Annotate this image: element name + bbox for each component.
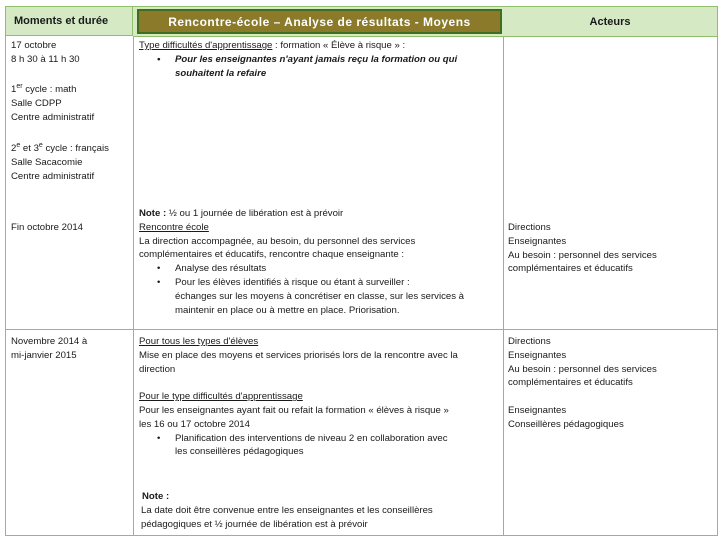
acteur2-besoin-cont: complémentaires et éducatifs bbox=[508, 377, 633, 389]
cycle3-number: et 3 bbox=[20, 142, 39, 154]
bullet-planification-cont: les conseillères pédagogiques bbox=[175, 446, 304, 458]
row2-end: mi-janvier 2015 bbox=[11, 349, 77, 361]
difficultes-p1-cont: les 16 ou 17 octobre 2014 bbox=[139, 418, 250, 430]
note-line bbox=[139, 207, 464, 221]
acteur2-enseignantes: Enseignantes bbox=[508, 349, 567, 361]
cycle3-sup: e bbox=[38, 141, 43, 149]
acteur2-besoin: Au besoin : personnel des services bbox=[508, 363, 657, 375]
row1-room2: Salle Sacacomie bbox=[11, 156, 83, 168]
row1-content-bottom bbox=[139, 207, 464, 317]
bullet-analyse: • Analyse des résultats bbox=[139, 262, 464, 276]
rencontre-ecole-heading: Rencontre école bbox=[139, 221, 209, 233]
type-rest: : formation « Élève à risque » : bbox=[272, 40, 406, 51]
cycle2-sup: e bbox=[16, 141, 21, 149]
row1-place1: Centre administratif bbox=[11, 112, 95, 124]
rencontre-p1-cont: complémentaires et éducatifs, rencontre chaque enseignante : bbox=[139, 249, 405, 261]
acteur-directions: Directions bbox=[508, 222, 551, 233]
row2-content bbox=[139, 335, 458, 459]
row2-note-label: Note : bbox=[142, 491, 170, 502]
row1-moments bbox=[11, 39, 109, 183]
bullet-eleves-cont2: maintenir en place ou à mettre en place. Priorisation. bbox=[175, 304, 400, 316]
column-divider-1 bbox=[133, 36, 134, 535]
acteur-besoin: Au besoin : personnel des services bbox=[508, 249, 657, 261]
row2-note bbox=[141, 490, 433, 531]
header-moments-label: Moments et durée bbox=[14, 15, 109, 27]
row1-date: 17 octobre bbox=[11, 40, 57, 51]
row1-time: 8 h 30 à 11 h 30 bbox=[11, 53, 80, 65]
note-text: ½ ou 1 journée de libération est à prévoir bbox=[166, 208, 344, 219]
cycle1-sup: er bbox=[16, 83, 23, 91]
bullet-planification: • Planification des interventions de niveau 2 en collaboration avec bbox=[139, 432, 458, 446]
page-title bbox=[137, 9, 502, 34]
row1-cycle23 bbox=[11, 139, 109, 156]
row2-note-l2: pédagogiques et ½ journée de libération est à prévoir bbox=[141, 518, 368, 530]
row2-start: Novembre 2014 à bbox=[11, 336, 88, 347]
bullet-formation-cont: souhaitent la refaire bbox=[175, 67, 267, 79]
difficultes-heading: Pour le type difficultés d'apprentissage bbox=[139, 391, 303, 403]
cycle2-number: 2 bbox=[11, 142, 17, 154]
acteur-enseignantes: Enseignantes bbox=[508, 235, 567, 247]
cycle23-subject: cycle : français bbox=[42, 142, 109, 154]
note-label: Note : bbox=[139, 208, 167, 219]
row1-place2: Centre administratif bbox=[11, 170, 95, 182]
bullet-eleves-cont1: échanges sur les moyens à concrétiser en classe, sur les services à bbox=[175, 290, 465, 302]
bullet-formation: • Pour les enseignantes n'ayant jamais reçu la formation ou qui bbox=[139, 53, 457, 67]
header-acteurs-label: Acteurs bbox=[589, 15, 631, 28]
row1-content-top bbox=[139, 39, 457, 80]
row-divider bbox=[6, 329, 717, 330]
row2-moments bbox=[11, 335, 87, 363]
planning-table bbox=[5, 6, 718, 536]
row1-fin-octobre: Fin octobre 2014 bbox=[11, 222, 83, 233]
tous-types-p1: Mise en place des moyens et services priorisés lors de la rencontre avec la bbox=[139, 349, 458, 361]
type-label: Type difficultés d'apprentissage bbox=[139, 40, 273, 51]
tous-types-p1-cont: direction bbox=[139, 363, 176, 375]
rencontre-p1: La direction accompagnée, au besoin, du personnel des services bbox=[139, 235, 416, 247]
cycle1-subject: cycle : math bbox=[22, 84, 77, 96]
row1-room1: Salle CDPP bbox=[11, 98, 62, 110]
header-moments bbox=[6, 7, 133, 36]
acteur-besoin-cont: complémentaires et éducatifs bbox=[508, 263, 633, 275]
acteur2-conseilleres: Conseillères pédagogiques bbox=[508, 418, 624, 430]
acteur2-enseignantes-2: Enseignantes bbox=[508, 404, 567, 416]
row1-cycle1 bbox=[11, 80, 109, 97]
row2-note-l1: La date doit être convenue entre les enseignantes et les conseillères bbox=[141, 504, 433, 516]
header-acteurs bbox=[503, 7, 717, 37]
column-divider-2 bbox=[503, 36, 504, 535]
acteur2-directions: Directions bbox=[508, 336, 551, 347]
difficultes-p1: Pour les enseignantes ayant fait ou refait la formation « élèves à risque » bbox=[139, 404, 449, 416]
row2-acteurs bbox=[508, 335, 657, 432]
bullet-eleves: • Pour les élèves identifiés à risque ou étant à surveiller : bbox=[139, 276, 464, 290]
row1-acteurs bbox=[508, 221, 657, 276]
cycle1-number: 1 bbox=[11, 84, 17, 96]
type-line bbox=[139, 39, 457, 53]
tous-types-heading: Pour tous les types d'élèves bbox=[139, 336, 259, 347]
page-title-text: Rencontre-école – Analyse de résultats - Moyens bbox=[168, 14, 471, 29]
